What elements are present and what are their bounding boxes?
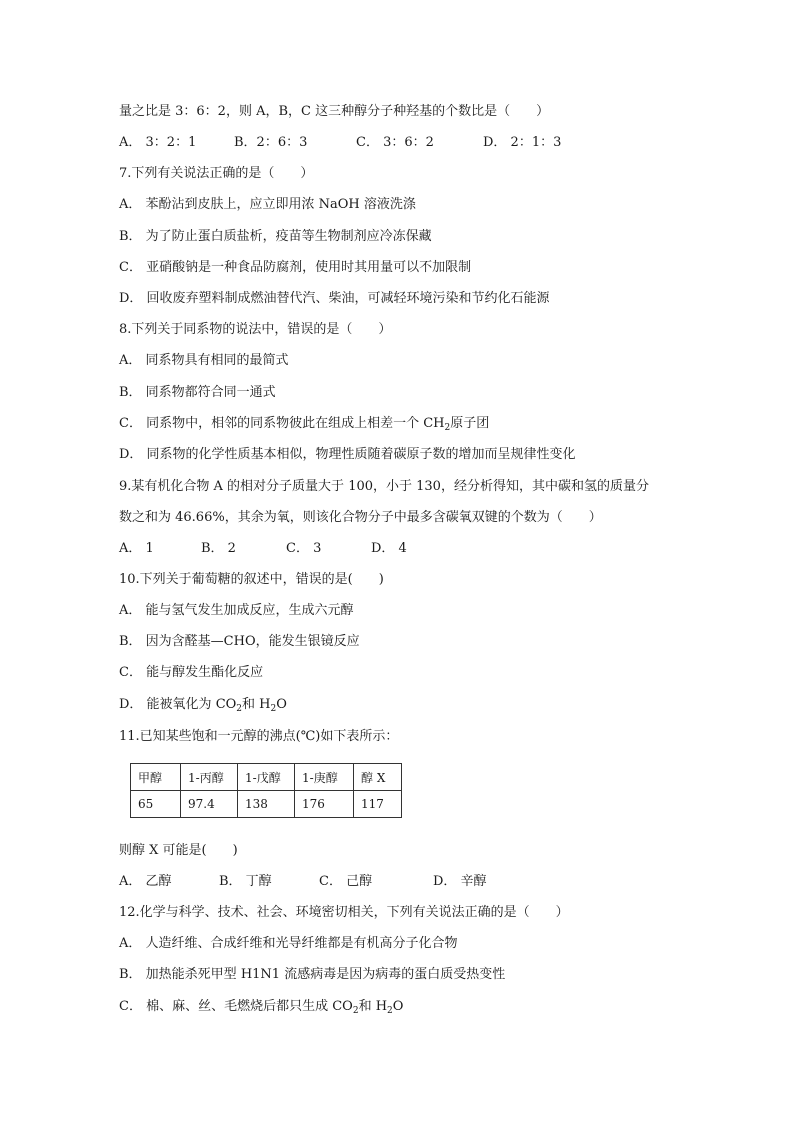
- q7-option-d: D． 回收废弃塑料制成燃油替代汽、柴油，可减轻环境污染和节约化石能源: [119, 291, 550, 306]
- q7-stem: 7.下列有关说法正确的是（ ）: [119, 166, 314, 181]
- boiling-point-table: [130, 763, 402, 818]
- q10-stem: 10.下列关于葡萄糖的叙述中，错误的是( ): [119, 572, 384, 587]
- q11-option-d: D． 辛醇: [433, 874, 487, 889]
- table-cell: 97.4: [181, 791, 238, 818]
- q11-stem: 11.已知某些饱和一元醇的沸点(℃)如下表所示：: [119, 729, 399, 744]
- q8-option-c: [119, 416, 489, 432]
- q8-option-b: B． 同系物都符合同一通式: [119, 385, 276, 400]
- q12c-text: C． 棉、麻、丝、毛燃烧后都只生成 CO: [119, 999, 353, 1014]
- q12-option-a: A． 人造纤维、合成纤维和光导纤维都是有机高分子化合物: [119, 936, 458, 951]
- table-cell: 138: [238, 791, 295, 818]
- q6-option-b: B．2：6：3: [234, 135, 308, 150]
- table-cell: 65: [131, 791, 181, 818]
- q9-option-d: D． 4: [371, 541, 407, 556]
- q6-options: [119, 135, 561, 151]
- q8c-subscript: 2: [444, 423, 451, 433]
- q12c-text-mid: 和 H: [358, 999, 388, 1014]
- q9-stem-line2: 数之和为 46.66%，其余为氧，则该化合物分子中最多含碳氧双键的个数为（ ）: [119, 510, 602, 525]
- table-header-cell: 醇 X: [354, 764, 402, 791]
- q10-option-b: B． 因为含醛基—CHO，能发生银镜反应: [119, 634, 360, 649]
- table-row: [131, 791, 402, 818]
- q10d-subscript-2: 2: [270, 704, 277, 714]
- q12-option-b: B． 加热能杀死甲型 H1N1 流感病毒是因为病毒的蛋白质受热变性: [119, 967, 506, 982]
- q6-option-d: D． 2：1：3: [483, 135, 562, 150]
- line-q6-stem: 量之比是 3：6：2，则 A，B，C 这三种醇分子种羟基的个数比是（ ）: [119, 104, 550, 119]
- table-header-cell: 1-戊醇: [238, 764, 295, 791]
- q10d-text-mid: 和 H: [242, 697, 271, 712]
- q11-option-b: B． 丁醇: [219, 874, 272, 889]
- q9-options: [119, 541, 407, 557]
- q9-option-a: A． 1: [119, 541, 154, 556]
- q10d-subscript-1: 2: [236, 704, 243, 714]
- q9-option-b: B． 2: [201, 541, 236, 556]
- q8c-text-end: 原子团: [450, 416, 490, 431]
- q6-option-a: A． 3：2：1: [119, 135, 197, 150]
- q9-option-c: C． 3: [286, 541, 322, 556]
- table-header-row: [131, 764, 402, 791]
- table-cell: 176: [295, 791, 354, 818]
- q10d-text-end: O: [276, 697, 287, 712]
- q11-options: [119, 874, 487, 890]
- q9-stem-line1: 9.某有机化合物 A 的相对分子质量大于 100，小于 130，经分析得知，其中碳和氢的质量分: [119, 479, 649, 494]
- q7-option-c: C． 亚硝酸钠是一种食品防腐剂，使用时其用量可以不加限制: [119, 260, 472, 275]
- q8c-text: C． 同系物中，相邻的同系物彼此在组成上相差一个 CH: [119, 416, 445, 431]
- table-cell: 117: [354, 791, 402, 818]
- q12-option-c: [119, 999, 403, 1015]
- table-header-cell: 甲醇: [131, 764, 181, 791]
- q10-option-d: [119, 697, 287, 713]
- q11-option-a: A． 乙醇: [119, 874, 172, 889]
- q10-option-a: A． 能与氢气发生加成反应，生成六元醇: [119, 603, 354, 618]
- q12c-text-end: O: [392, 999, 404, 1014]
- q11-option-c: C． 己醇: [319, 874, 373, 889]
- q12c-subscript-1: 2: [352, 1006, 359, 1016]
- q8-stem: 8.下列关于同系物的说法中，错误的是（ ）: [119, 322, 392, 337]
- q7-option-b: B． 为了防止蛋白质盐析，疫苗等生物制剂应冷冻保藏: [119, 229, 432, 244]
- q7-option-a: A． 苯酚沾到皮肤上，应立即用浓 NaOH 溶液洗涤: [119, 197, 416, 212]
- q8-option-a: A． 同系物具有相同的最简式: [119, 353, 289, 368]
- q11-question: 则醇 X 可能是( ): [119, 843, 238, 858]
- q10-option-c: C． 能与醇发生酯化反应: [119, 665, 264, 680]
- q12-stem: 12.化学与科学、技术、社会、环境密切相关，下列有关说法正确的是（ ）: [119, 905, 569, 920]
- q12c-subscript-2: 2: [387, 1006, 393, 1016]
- table-header-cell: 1-庚醇: [295, 764, 354, 791]
- q10d-text: D． 能被氧化为 CO: [119, 697, 237, 712]
- q6-option-c: C． 3：6：2: [356, 135, 434, 150]
- q8-option-d: D． 同系物的化学性质基本相似，物理性质随着碳原子数的增加而呈规律性变化: [119, 447, 576, 462]
- table-header-cell: 1-丙醇: [181, 764, 238, 791]
